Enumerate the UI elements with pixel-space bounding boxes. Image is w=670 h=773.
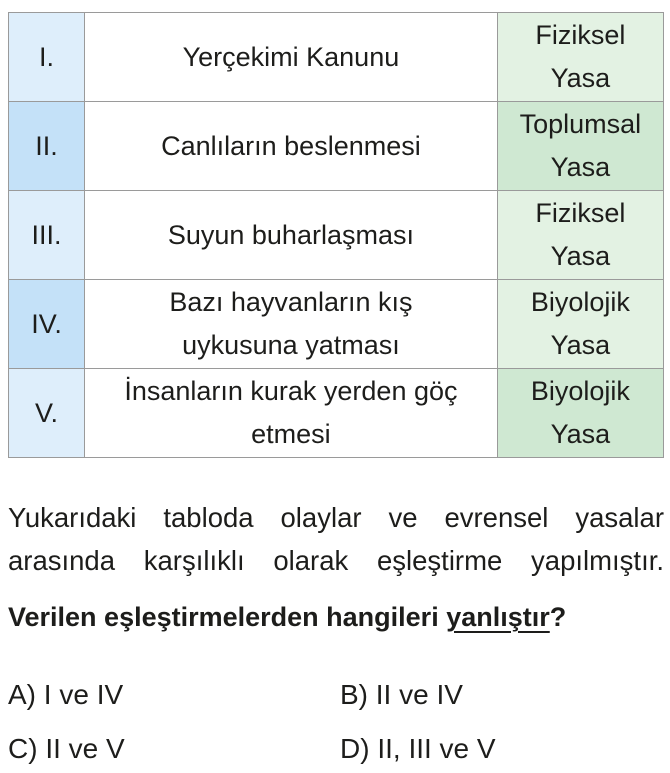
law-text-line: Yasa xyxy=(550,63,611,93)
question-mark: ? xyxy=(549,602,567,632)
event-text-line: Canlıların beslenmesi xyxy=(161,130,421,161)
table-row xyxy=(9,280,664,369)
row-number: II. xyxy=(35,130,58,161)
stem-line: arasında karşılıklı olarak eşleştirme yapılmıştır. xyxy=(8,545,664,576)
question-underlined-word: yanlıştır xyxy=(446,602,550,632)
row-number: V. xyxy=(35,397,59,428)
law-text-line: Yasa xyxy=(550,419,611,449)
event-text-line: Bazı hayvanların kış xyxy=(169,287,413,317)
law-text-line: Biyolojik xyxy=(530,376,630,406)
law-text-line: Yasa xyxy=(550,241,611,271)
question-prompt xyxy=(8,596,668,639)
matching-table xyxy=(8,12,664,458)
table-row xyxy=(9,191,664,280)
event-text-line: İnsanların kurak yerden göç xyxy=(124,376,458,406)
event-text-line: Yerçekimi Kanunu xyxy=(182,41,400,72)
row-number: I. xyxy=(39,41,55,72)
law-text-line: Biyolojik xyxy=(530,287,630,317)
row-number-cell xyxy=(9,13,85,102)
row-number-cell xyxy=(9,369,85,458)
row-number: III. xyxy=(31,219,62,250)
row-number-cell xyxy=(9,280,85,369)
table-row xyxy=(9,102,664,191)
law-cell xyxy=(497,191,663,280)
law-text-line: Toplumsal xyxy=(519,109,642,139)
row-number: IV. xyxy=(31,308,62,339)
event-text-line: etmesi xyxy=(251,419,331,449)
event-text-line: uykusuna yatması xyxy=(182,330,400,360)
event-cell xyxy=(85,191,498,280)
law-text-line: Fiziksel xyxy=(535,20,626,50)
law-text-line: Yasa xyxy=(550,330,611,360)
law-cell xyxy=(497,369,663,458)
option-a[interactable]: A) I ve IV xyxy=(8,679,124,710)
law-text-line: Fiziksel xyxy=(535,198,626,228)
event-text-line: Suyun buharlaşması xyxy=(167,219,414,250)
law-cell xyxy=(497,13,663,102)
table-row xyxy=(9,369,664,458)
event-cell xyxy=(85,280,498,369)
law-cell xyxy=(497,280,663,369)
option-b[interactable]: B) II ve IV xyxy=(340,679,463,710)
stem-line: Yukarıdaki tabloda olaylar ve evrensel yasalar xyxy=(8,502,664,533)
law-cell xyxy=(497,102,663,191)
option-d[interactable]: D) II, III ve V xyxy=(340,733,496,764)
law-text-line: Yasa xyxy=(550,152,611,182)
option-c[interactable]: C) II ve V xyxy=(8,733,125,764)
event-cell xyxy=(85,369,498,458)
question-text: Verilen eşleştirmelerden hangileri xyxy=(8,602,447,632)
event-cell xyxy=(85,102,498,191)
table-row xyxy=(9,13,664,102)
event-cell xyxy=(85,13,498,102)
row-number-cell xyxy=(9,102,85,191)
row-number-cell xyxy=(9,191,85,280)
question-stem xyxy=(8,496,664,582)
